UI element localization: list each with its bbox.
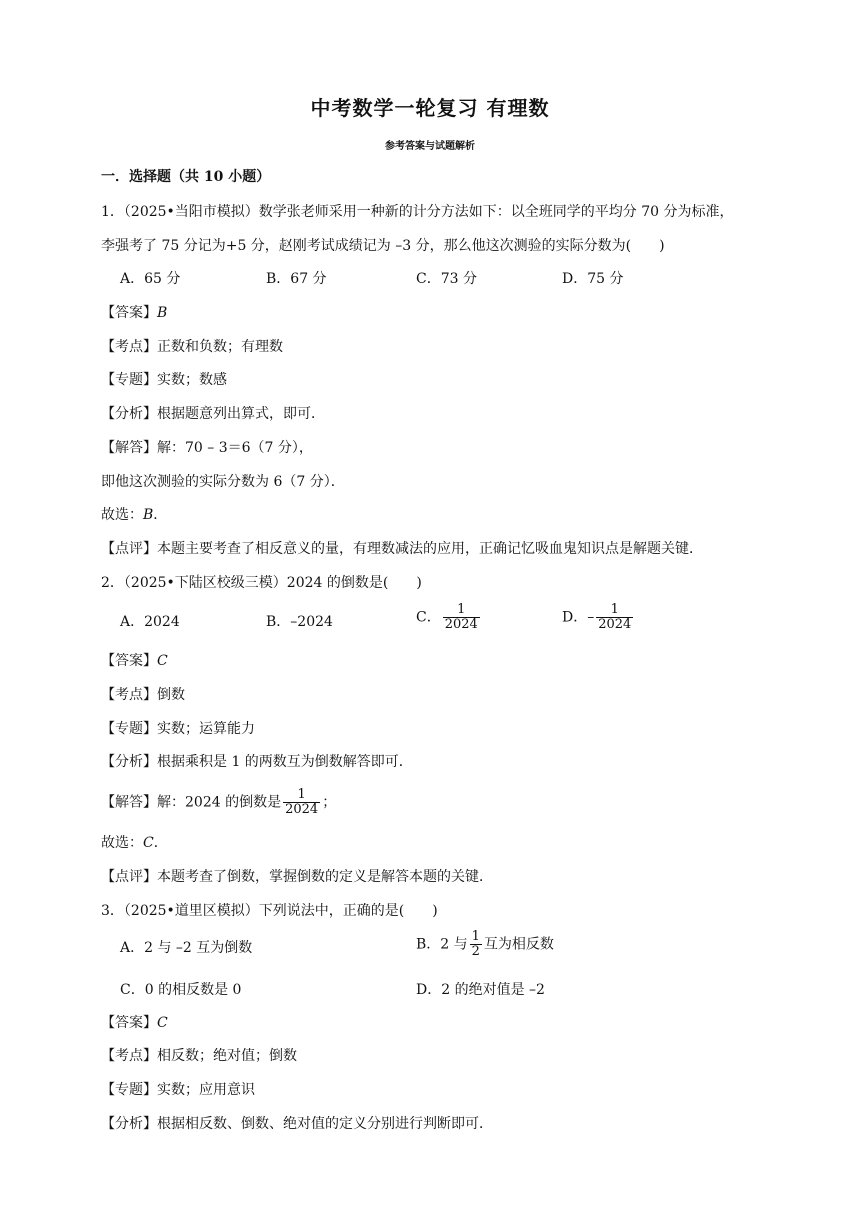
q2-choose-letter: C — [143, 835, 154, 851]
q1-point-line — [101, 337, 283, 357]
q3-answer-value: C — [157, 1015, 168, 1031]
q3-analysis-label: 【分析】 — [101, 1116, 157, 1132]
q1-topic-value: 实数；数感 — [157, 372, 227, 388]
q3-option-d: D．2 的绝对值是 –2 — [416, 982, 545, 998]
q2-topic-label: 【专题】 — [101, 721, 157, 737]
q1-analysis-value: 根据题意列出算式，即可． — [157, 406, 325, 422]
fraction-denominator: 2 — [471, 944, 480, 959]
q2-answer-label: 【答案】 — [101, 653, 157, 669]
q2-choose-label: 故选： — [101, 835, 143, 851]
q2-comment-line — [101, 867, 493, 887]
q2-comment-value: 本题考查了倒数，掌握倒数的定义是解答本题的关键． — [157, 869, 493, 885]
q2-answer-value: C — [157, 653, 168, 669]
q1-comment-line — [101, 539, 703, 559]
q3-answer-line — [101, 1013, 168, 1033]
q3-topic-value: 实数；应用意识 — [157, 1082, 255, 1098]
q1-option-d: D．75 分 — [562, 271, 624, 287]
q3-stem: 3．（2025•道里区模拟）下列说法中，正确的是( ) — [101, 903, 438, 919]
q3-topic-line — [101, 1080, 255, 1100]
q3-option-b-suffix: 互为相反数 — [483, 936, 554, 953]
q2-topic-line — [101, 719, 255, 739]
q1-comment-value: 本题主要考查了相反意义的量，有理数减法的应用，正确记忆吸血鬼知识点是解题关键． — [157, 541, 703, 557]
q1-answer-value: B — [157, 305, 168, 321]
q1-analysis-label: 【分析】 — [101, 406, 157, 422]
fraction-numerator: 1 — [297, 787, 306, 802]
q1-choose-label: 故选： — [101, 507, 143, 523]
fraction-denominator: 2024 — [285, 802, 319, 817]
q1-analysis-line — [101, 404, 325, 424]
q1-option-c: C．73 分 — [416, 271, 477, 287]
q3-topic-label: 【专题】 — [101, 1082, 157, 1098]
fraction-numerator: 1 — [471, 929, 480, 944]
q2-option-c-prefix: C． — [416, 609, 441, 626]
q3-point-line — [101, 1046, 297, 1066]
page-title: 中考数学一轮复习 有理数 — [310, 96, 550, 120]
q2-option-c — [416, 603, 482, 632]
q2-option-a: A．2024 — [120, 614, 180, 630]
q1-answer-line — [101, 303, 167, 323]
q2-comment-label: 【点评】 — [101, 869, 157, 885]
q1-solution-line2: 即他这次测验的实际分数为 6（7 分）． — [101, 474, 345, 490]
q3-answer-label: 【答案】 — [101, 1015, 157, 1031]
q1-solution-value: 解：70 – 3＝6（7 分）， — [157, 440, 313, 456]
q2-choose-line — [101, 833, 168, 853]
q2-option-d-fraction — [596, 603, 633, 632]
q3-point-label: 【考点】 — [101, 1048, 157, 1064]
page-subtitle: 参考答案与试题解析 — [385, 141, 475, 152]
section-heading: 一．选择题（共 10 小题） — [101, 169, 271, 185]
q1-choose-line — [101, 505, 167, 525]
q2-option-d — [562, 603, 635, 632]
fraction-numerator: 1 — [610, 602, 619, 617]
q1-topic-label: 【专题】 — [101, 372, 157, 388]
q2-option-d-prefix: D．– — [562, 609, 595, 626]
q2-stem: 2．（2025•下陆区校级三模）2024 的倒数是( ) — [101, 575, 422, 591]
q2-topic-value: 实数；运算能力 — [157, 721, 255, 737]
q1-topic-line — [101, 370, 227, 390]
q3-option-b-prefix: B．2 与 — [416, 936, 468, 953]
q2-analysis-value: 根据乘积是 1 的两数互为倒数解答即可． — [157, 754, 413, 770]
q1-choose-letter: B — [143, 507, 154, 523]
q1-option-a: A．65 分 — [120, 271, 181, 287]
q1-point-value: 正数和负数；有理数 — [157, 339, 283, 355]
fraction-numerator: 1 — [457, 602, 466, 617]
q1-solution-label: 【解答】 — [101, 440, 157, 456]
q1-answer-label: 【答案】 — [101, 305, 157, 321]
q2-option-c-fraction — [443, 603, 480, 632]
q3-option-b-fraction — [470, 930, 482, 959]
q2-solution-prefix: 解：2024 的倒数是 — [157, 794, 282, 811]
q3-point-value: 相反数；绝对值；倒数 — [157, 1048, 297, 1064]
q3-option-b — [416, 930, 554, 959]
q2-solution-fraction — [283, 788, 320, 817]
q1-solution-line — [101, 438, 313, 458]
q2-analysis-line — [101, 752, 413, 772]
q2-choose-end: ． — [153, 835, 168, 851]
q3-option-c: C．0 的相反数是 0 — [120, 982, 242, 998]
q1-stem-line2: 李强考了 75 分记为+5 分，赵刚考试成绩记为 –3 分，那么他这次测验的实际分数为( ) — [101, 238, 665, 254]
q1-choose-end: ． — [153, 507, 168, 523]
q2-solution-suffix: ； — [322, 794, 337, 811]
q3-analysis-value: 根据相反数、倒数、绝对值的定义分别进行判断即可． — [157, 1116, 493, 1132]
q2-solution-line — [101, 788, 336, 817]
q1-stem-line1: 1．（2025•当阳市模拟）数学张老师采用一种新的计分方法如下：以全班同学的平均分 70 分为标准， — [101, 204, 734, 220]
q1-comment-label: 【点评】 — [101, 541, 157, 557]
q1-option-b: B．67 分 — [266, 271, 327, 287]
q2-point-label: 【考点】 — [101, 687, 157, 703]
q2-analysis-label: 【分析】 — [101, 754, 157, 770]
q2-option-b: B．–2024 — [266, 614, 333, 630]
q3-analysis-line — [101, 1114, 493, 1134]
q2-answer-line — [101, 651, 168, 671]
fraction-denominator: 2024 — [598, 617, 632, 632]
q2-solution-label: 【解答】 — [101, 794, 157, 811]
q2-point-value: 倒数 — [157, 687, 185, 703]
q2-point-line — [101, 685, 185, 705]
fraction-denominator: 2024 — [444, 617, 478, 632]
q3-option-a: A．2 与 –2 互为倒数 — [120, 940, 253, 956]
q1-point-label: 【考点】 — [101, 339, 157, 355]
